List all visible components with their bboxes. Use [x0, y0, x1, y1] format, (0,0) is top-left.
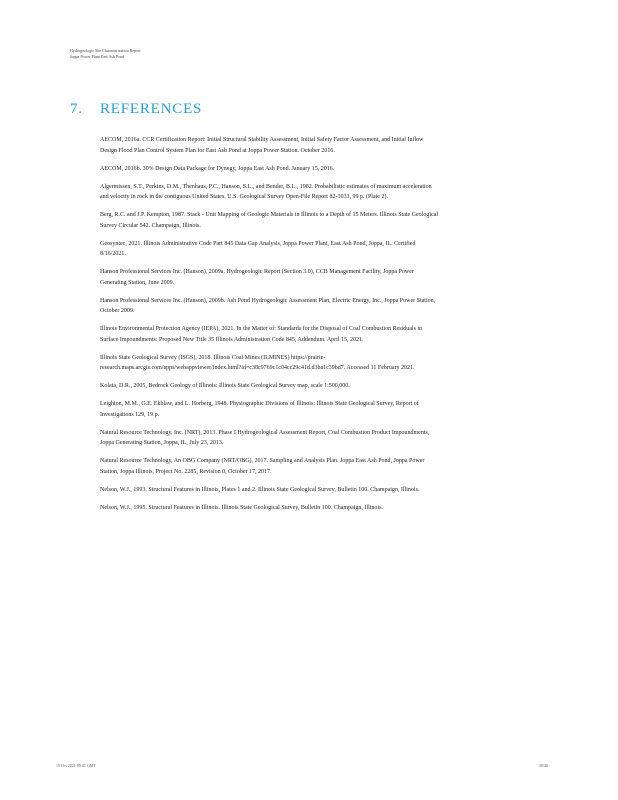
- reference-item: Berg, R.C. and J.P. Kempton, 1987. Stack - Unit Mapping of Geologic Materials in Illinois to a Depth of 15 Meters. Illinois State Geological Survey Circular 542. Champaign, Illinois.: [100, 212, 439, 229]
- reference-item: Kolata, D.R., 2005, Bedrock Geology of Illinois: Illinois State Geological Survey map, scale 1:500,000.: [100, 383, 350, 389]
- reference-item: AECOM, 2016b. 30% Design Data Package for Dynegy, Joppa East Ash Pond. January 15, 2016.: [100, 165, 335, 172]
- reference-item: Natural Resource Technology, Inc. (NRT), 2013. Phase I Hydrogeological Assessment Report, Coal Combustion Product Impoundments, Joppa Generating Station, Joppa, IL, July 23, 2013.: [100, 429, 430, 446]
- section-heading: [70, 101, 202, 118]
- reference-item: Leighton, M.M., G.E. Ekblaw, and L. Horberg, 1948. Physiographic Divisions of Illinois: Illinois State Geological Survey, Report of Investigations 129, 19 p.: [100, 401, 419, 418]
- reference-item: Nelson, W.J., 1995. Structural Features in Illinois. Illinois State Geological Survey, Bulletin 100. Champaign, Illinois.: [100, 504, 383, 511]
- reference-list: [100, 135, 440, 521]
- reference-item: Illinois Environmental Protection Agency (IEPA), 2021. In the Matter of: Standards for the Disposal of Coal Combustion Residuals in Surface Impoundments: Proposed New Title 35 Illinois Administration Code 845, Addendum. April 15, 2021.: [100, 326, 423, 343]
- reference-item: Hanson Professional Services Inc. (Hanson), 2009b. Ash Pond Hydrogeologic Assessment Plan, Electric Energy, Inc., Joppa Power Station, October 2009.: [100, 297, 436, 314]
- section-number: 7.: [70, 101, 83, 117]
- header-line-2: Joppa Power Plant East Ash Pond: [70, 54, 125, 59]
- footer-timestamp: 15 Oct 2021 09:41 GMT: [56, 763, 96, 768]
- reference-item: Geosyntec, 2021. Illinois Administrative Code Part 845 Data Gap Analysis, Joppa Power Plant, East Ash Pond, Joppa, IL. Certified 8/16/2021.: [100, 240, 416, 257]
- reference-item: Illinois State Geological Survey (ISGS), 2018. Illinois Coal Mines (ILMINES) https://prairie-research.maps.arcgis.com/apps/webappviewer/index.html?id=c38c9769c1c04cc29c41d.d3ba1c39bd7. Accessed 11 February 2021.: [100, 354, 415, 371]
- reference-item: AECOM, 2016a. CCR Certification Report: Initial Structural Stability Assessment, Initial Safety Factor Assessment, and Initial Inflow Design Flood Plan Control System Plan for East Ash Pond at Joppa Power Station. October 2016.: [100, 137, 424, 154]
- page-number: 39/46: [538, 763, 548, 768]
- reference-item: Natural Resource Technology, An OBG Company (NRT/OBG), 2017. Sampling and Analysis Plan. Joppa East Ash Pond, Joppa Power Station, Joppa Illinois, Project No. 2285, Revision 0, October 17, 2017.: [100, 458, 425, 475]
- header-line-1: Hydrogeologic Site Characterization Report: [70, 48, 141, 53]
- reference-item: Algermissen, S.T., Perkins, D.M., Thenhaus, P.C., Hanson, S.L., and Bender, B.L., 1982. Probabilistic estimates of maximum acceleration and velocity in rock in the contiguous United States. U.S. Geological Survey Open-File Report 82-1033, 99 p. (Plate 2).: [100, 183, 432, 200]
- section-title: REFERENCES: [100, 101, 203, 117]
- reference-item: Nelson, W.J., 1993. Structural Features in Illinois, Plates 1 and 2. Illinois State Geological Survey, Bulletin 100. Champaign, Illinois.: [100, 486, 420, 493]
- reference-item: Hanson Professional Services Inc. (Hanson), 2009a. Hydrogeologic Report (Section 3.0), CCB Management Facility, Joppa Power Generating Station, June 2009.: [100, 269, 414, 286]
- running-header: [70, 48, 141, 60]
